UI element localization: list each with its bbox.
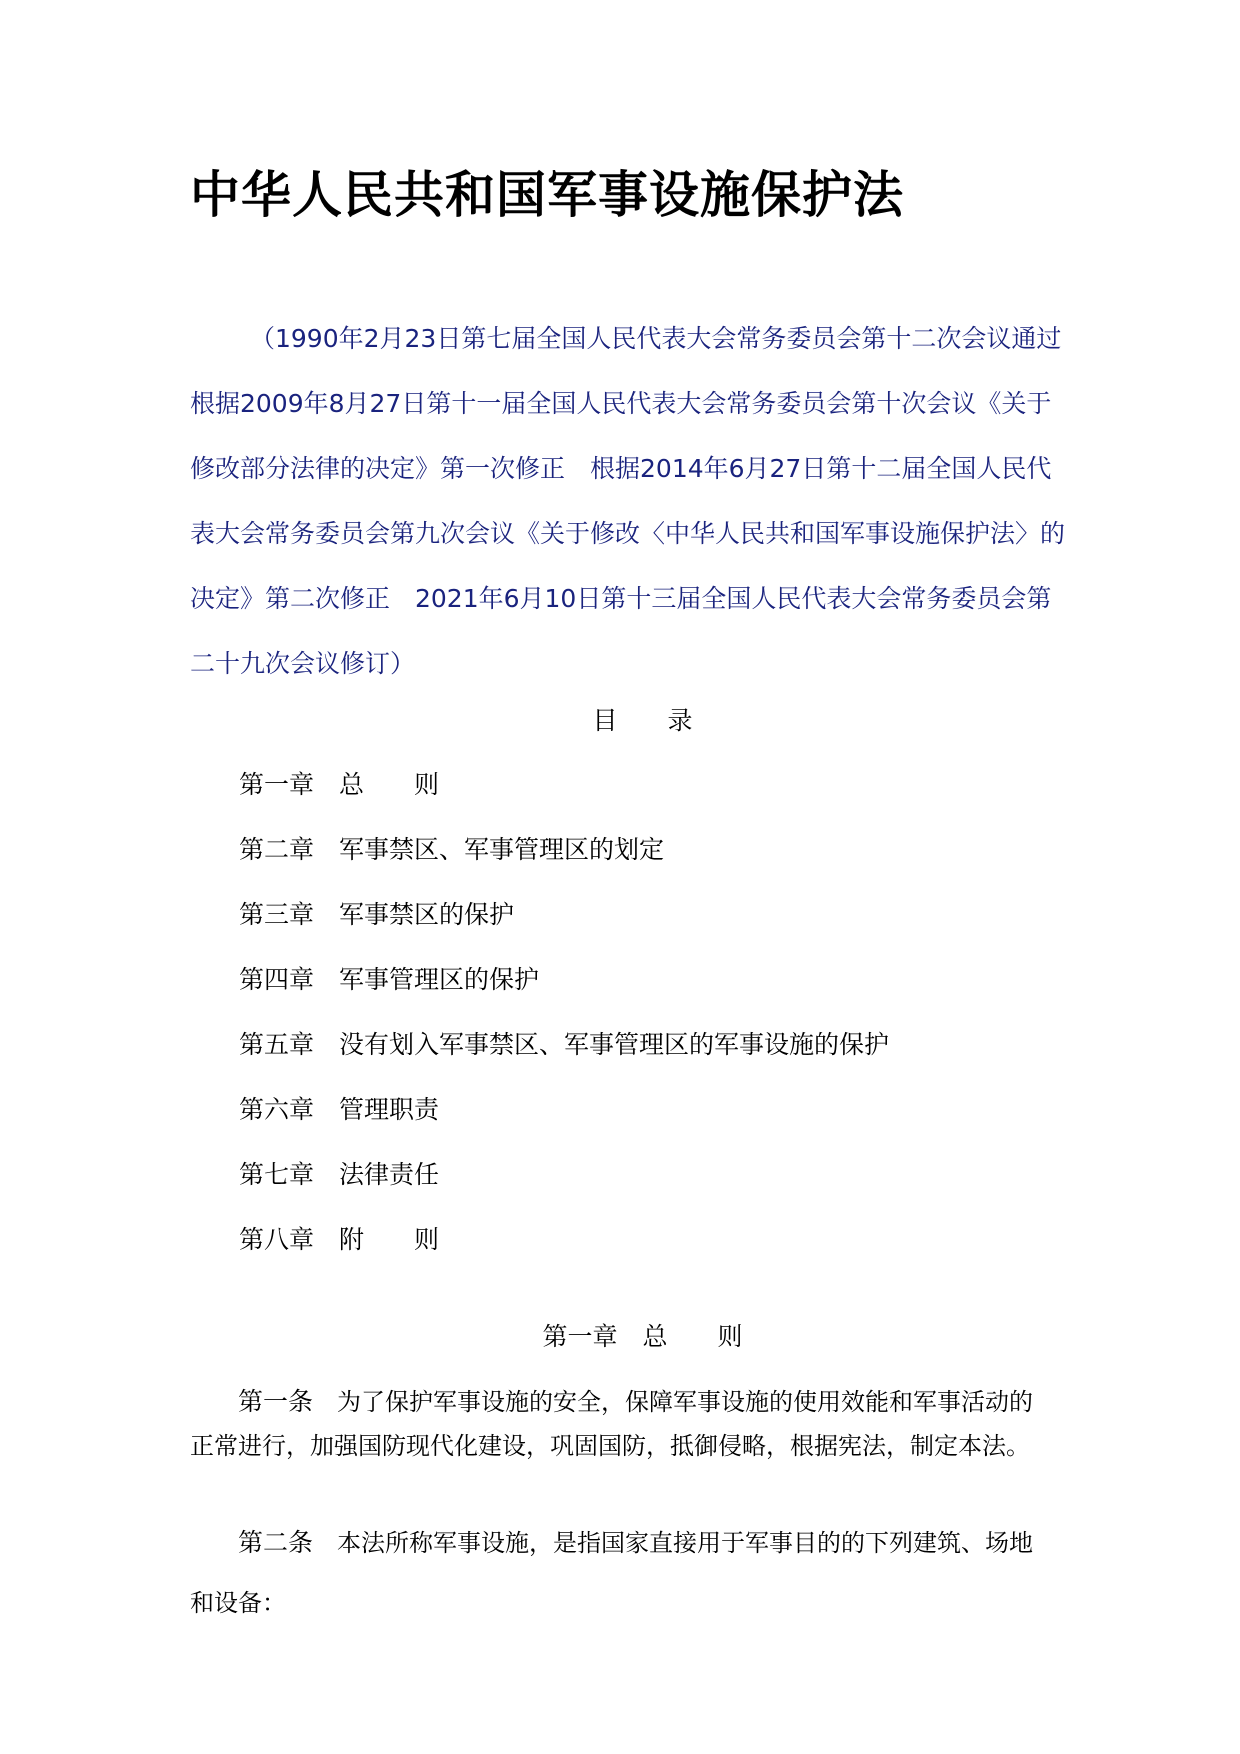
toc-chapter-title: 军事禁区的保护 — [339, 900, 515, 929]
toc-item — [239, 1223, 889, 1288]
toc-item — [239, 833, 889, 898]
chapter-heading: 第一章 总 则 — [542, 1322, 743, 1351]
toc-item — [239, 1158, 889, 1223]
toc-item — [239, 898, 889, 963]
toc-item — [239, 963, 889, 1028]
toc-chapter-number: 第一章 — [239, 770, 315, 799]
toc-chapter-number: 第七章 — [239, 1160, 315, 1189]
toc-chapter-number: 第四章 — [239, 965, 315, 994]
table-of-contents — [239, 768, 889, 1288]
toc-item — [239, 1093, 889, 1158]
toc-chapter-title: 附 则 — [339, 1225, 440, 1254]
toc-chapter-number: 第八章 — [239, 1225, 315, 1254]
article-number: 第二条 — [238, 1528, 314, 1557]
article-text: 为了保护军事设施的安全，保障军事设施的使用效能和军事活动的正常进行，加强国防现代化建设，巩固国防，抵御侵略，根据宪法，制定本法。 — [190, 1388, 1034, 1460]
toc-item — [239, 768, 889, 833]
toc-chapter-title: 没有划入军事禁区、军事管理区的军事设施的保护 — [339, 1030, 890, 1059]
toc-chapter-title: 军事管理区的保护 — [339, 965, 540, 994]
article-number: 第一条 — [238, 1387, 314, 1416]
document-title: 中华人民共和国军事设施保护法 — [190, 166, 904, 224]
toc-chapter-number: 第六章 — [239, 1095, 315, 1124]
article-2 — [190, 1513, 1045, 1633]
article-text: 本法所称军事设施，是指国家直接用于军事目的的下列建筑、场地和设备： — [190, 1529, 1034, 1617]
toc-chapter-title: 法律责任 — [339, 1160, 440, 1189]
toc-chapter-title: 管理职责 — [339, 1095, 440, 1124]
toc-chapter-number: 第三章 — [239, 900, 315, 929]
revision-history — [190, 306, 1087, 696]
revision-history-text: （1990年2月23日第七届全国人民代表大会常务委员会第十二次会议通过 根据2009年8月27日第十一届全国人民代表大会常务委员会第十次会议《关于修改部分法律的决定》第一次修正 根据2014年6月27日第十二届全国人民代表大会常务委员会第九次会议《关于修改〈中华人民共和国军事设施保护法〉的决定》第二次修正 2021年6月10日第十三届全国人民代表大会常务委员会第二十九次会议修订） — [190, 324, 1087, 678]
toc-item — [239, 1028, 889, 1093]
toc-heading: 目 录 — [592, 706, 693, 735]
toc-chapter-title: 总 则 — [339, 770, 440, 799]
article-1 — [190, 1380, 1045, 1468]
toc-chapter-number: 第五章 — [239, 1030, 315, 1059]
toc-chapter-number: 第二章 — [239, 835, 315, 864]
toc-chapter-title: 军事禁区、军事管理区的划定 — [339, 835, 665, 864]
